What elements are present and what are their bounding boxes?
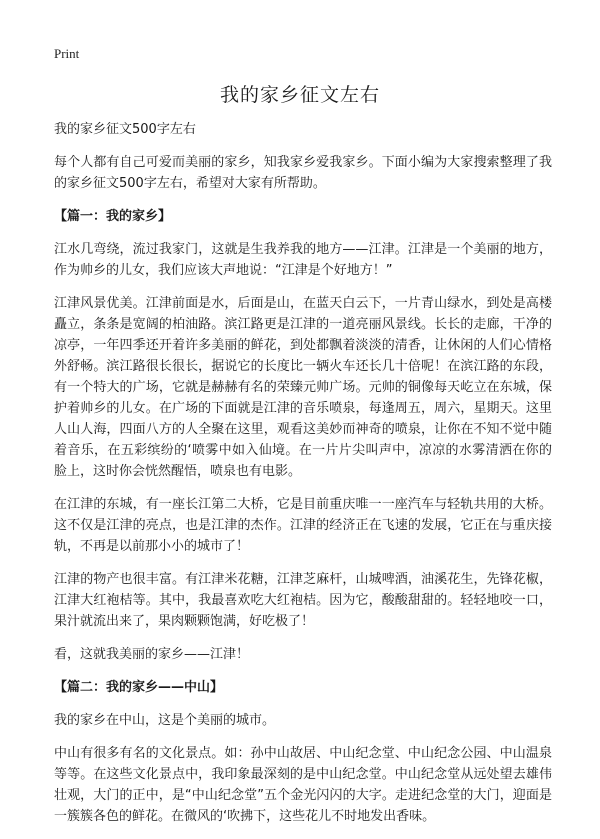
section-heading-2: 【篇二：我的家乡——中山】: [54, 680, 224, 695]
section1-paragraph-4: 江津的物产也很丰富。有江津米花糖，江津芝麻杆，山城啤酒，油溪花生，先锋花椒，江津大红袍桔等。其中，我最喜欢吃大红袍桔。因为它，酸酸甜甜的。轻轻地咬一口，果汁就流出来了，果肉颗颗饱满，好吃极了！: [54, 572, 552, 629]
section-heading-1: 【篇一：我的家乡】: [54, 209, 172, 224]
document-subtitle: 我的家乡征文500字左右: [54, 122, 196, 137]
article-body: [54, 119, 552, 839]
document-title: 我的家乡征文左右: [219, 84, 380, 106]
section1-paragraph-1: 江水几弯绕，流过我家门，这就是生我养我的地方——江津。江津是一个美丽的地方，作为帅乡的儿女，我们应该大声地说：“江津是个好地方！”: [54, 242, 552, 278]
section2-paragraph-2: 中山有很多有名的文化景点。如：孙中山故居、中山纪念堂、中山纪念公园、中山温泉等等。在这些文化景点中，我印象最深刻的是中山纪念堂。中山纪念堂从远处望去雄伟壮观，大门的正中，是“中山纪念堂”五个金光闪闪的大字。走进纪念堂的大门，迎面是一簇簇各色的鲜花。在微风的‘吹拂下，这些花儿不时地发出香味。: [54, 746, 552, 824]
section2-paragraph-1: 我的家乡在中山，这是个美丽的城市。: [54, 713, 276, 728]
section1-paragraph-2: 江津风景优美。江津前面是水，后面是山，在蓝天白云下，一片青山绿水，到处是高楼矗立，条条是宽阔的柏油路。滨江路更是江津的一道亮丽风景线。长长的走廊，干净的凉亭，一年四季还开着许多美丽的鲜花，到处都飘着淡淡的清香，让休闲的人们心情格外舒畅。滨江路很长很长，据说它的长度比一辆火车还长几十倍呢！在滨江路的东段，有一个特大的广场，它就是赫赫有名的荣臻元帅广场。元帅的铜像每天屹立在东城，保护着帅乡的儿女。在广场的下面就是江津的音乐喷泉，每逢周五，周六，星期天。这里人山人海，四面八方的人全聚在这里，观看这美妙而神奇的喷泉，让你在不知不觉中随着音乐，在五彩缤纷的‘喷雾中如入仙境。在一片片尖叫声中，凉凉的水雾清洒在你的脸上，这时你会恍然醒悟，喷泉也有电影。: [54, 296, 552, 479]
section1-paragraph-5: 看，这就我美丽的家乡——江津！: [54, 647, 250, 662]
print-link[interactable]: Print: [54, 46, 80, 61]
section1-paragraph-3: 在江津的东城，有一座长江第二大桥，它是目前重庆唯一一座汽车与轻轨共用的大桥。这不仅是江津的亮点，也是江津的杰作。江津的经济正在飞速的发展，它正在与重庆接轨，不再是以前那小小的城市了！: [54, 497, 552, 554]
intro-paragraph: 每个人都有自己可爱而美丽的家乡，知我家乡爱我家乡。下面小编为大家搜索整理了我的家乡征文500字左右，希望对大家有所帮助。: [54, 155, 552, 191]
